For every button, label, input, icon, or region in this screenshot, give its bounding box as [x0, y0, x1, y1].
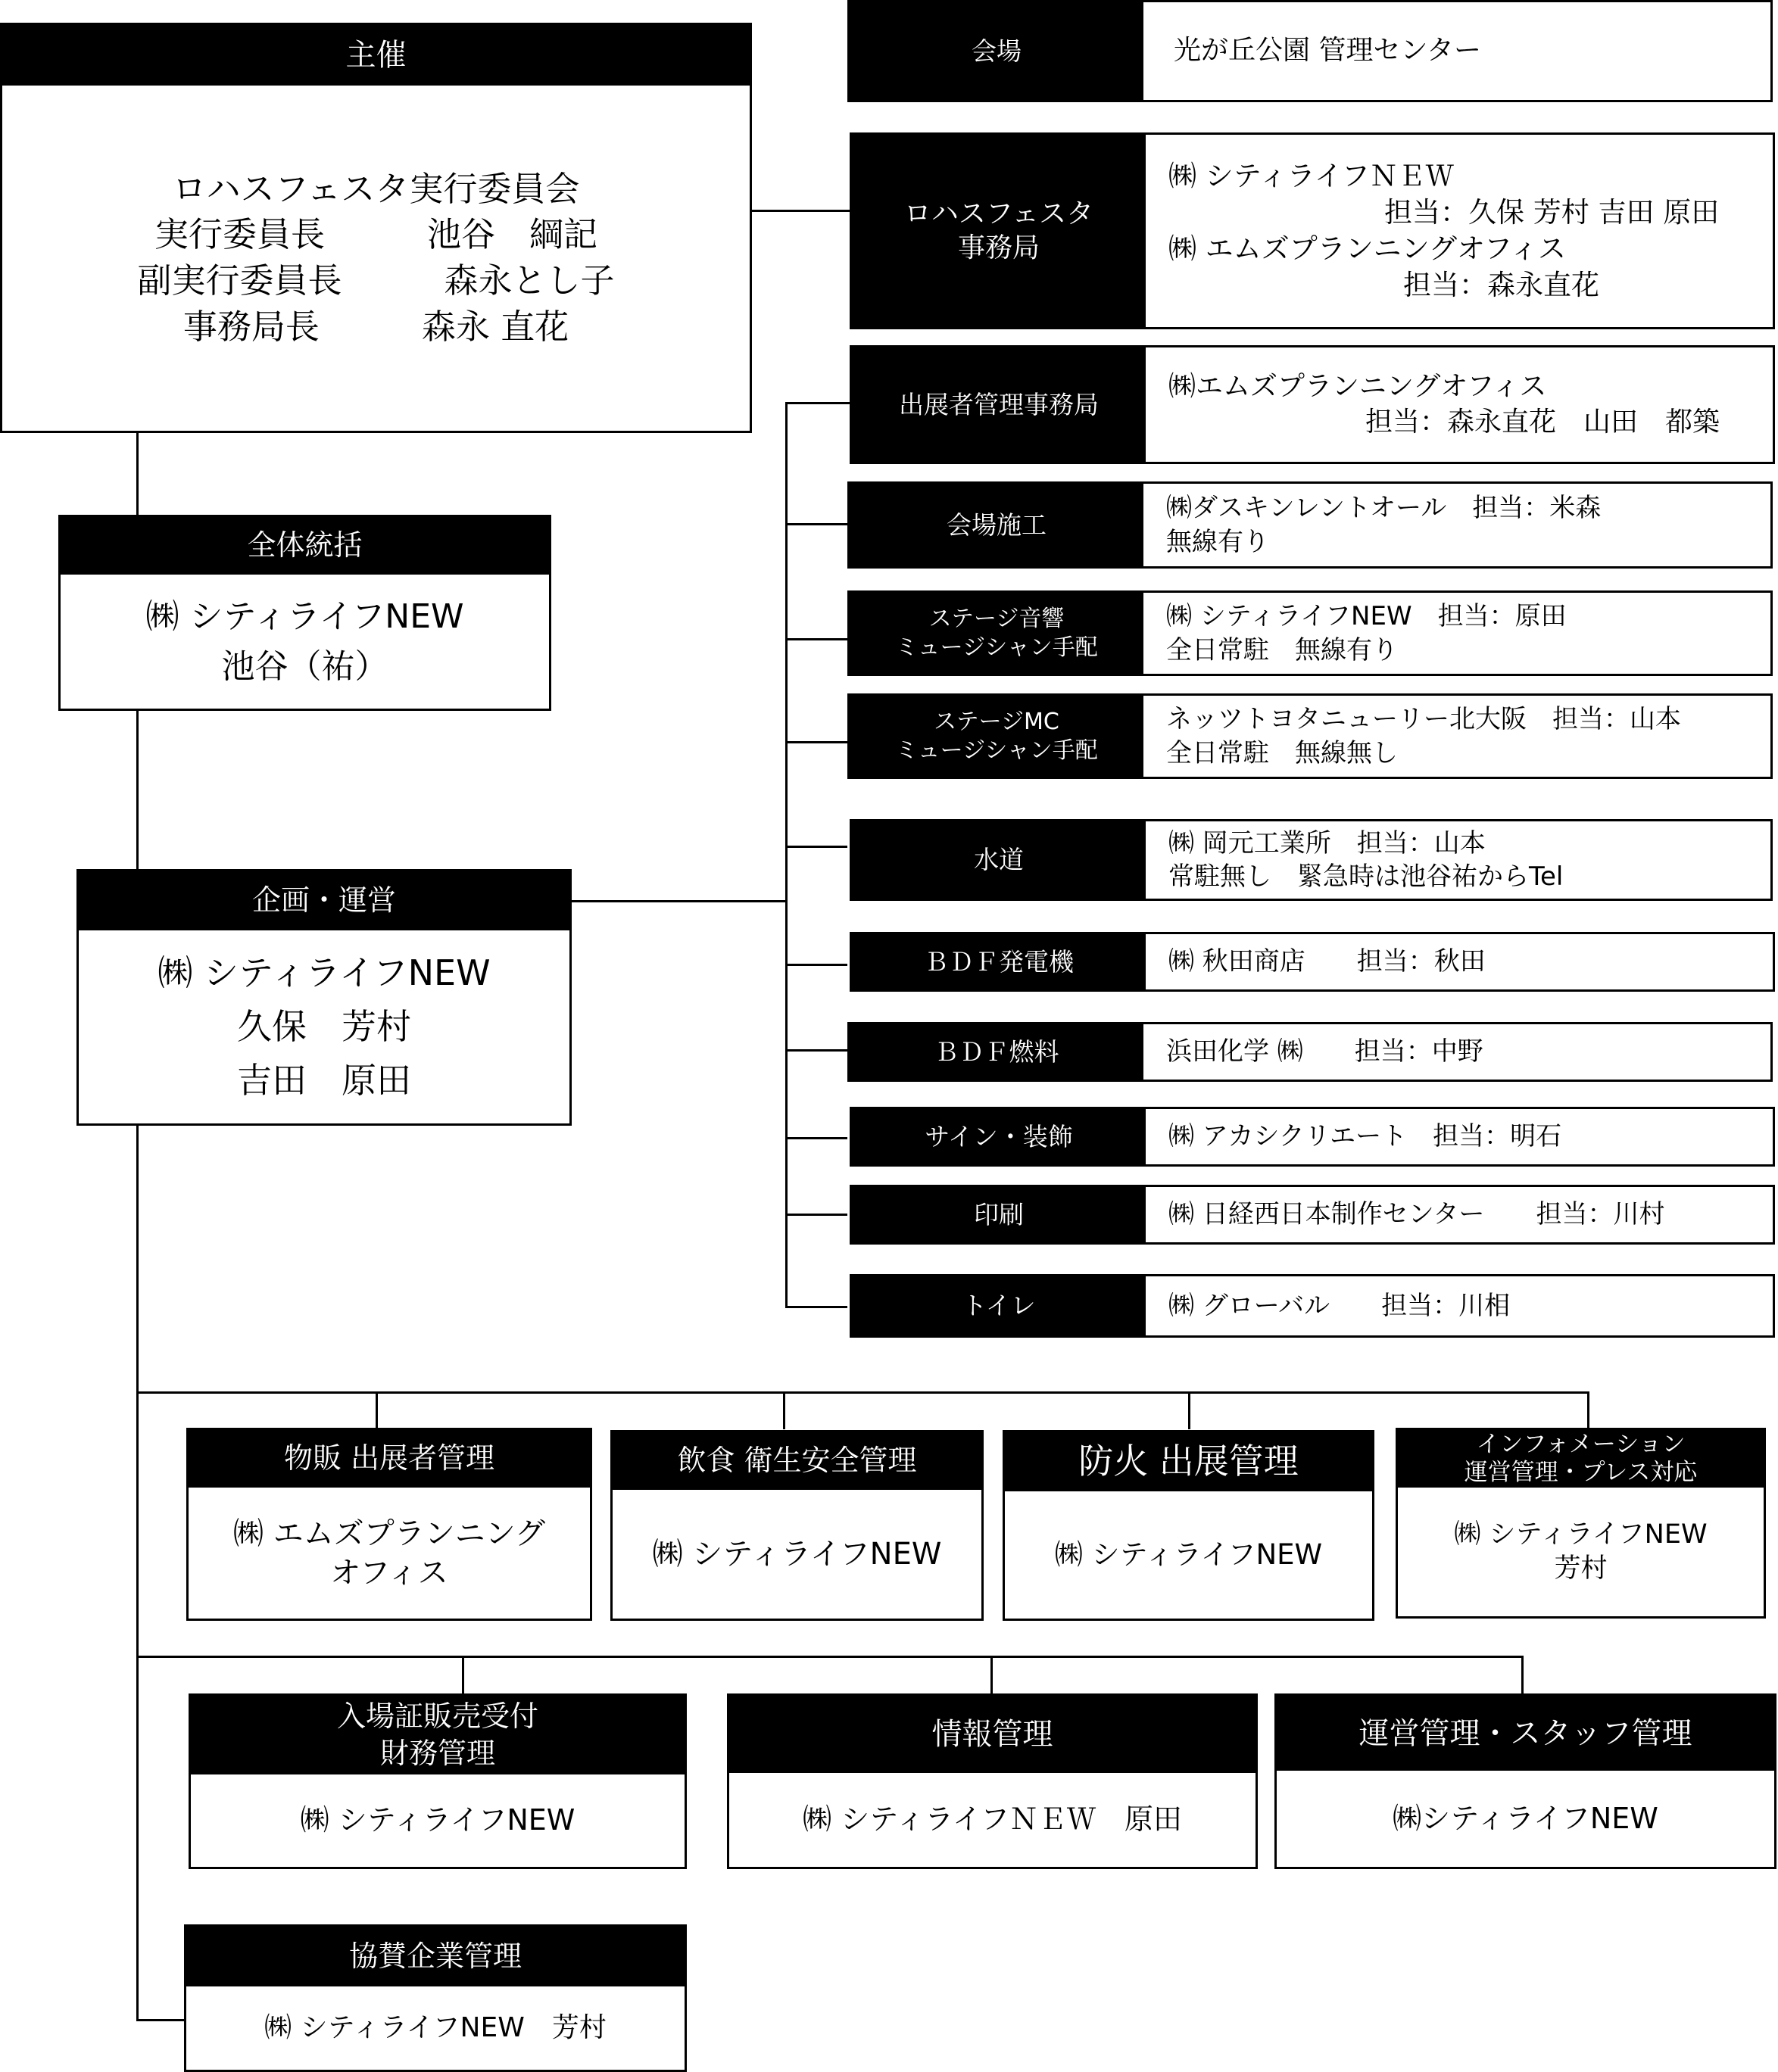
vendor-value: ㈱ 日経西日本制作センター 担当：川村 — [1168, 1199, 1665, 1230]
dept-box — [610, 1430, 984, 1621]
general-box — [58, 515, 551, 711]
dept-box — [186, 1428, 592, 1621]
dept-title: インフォメーション 運営管理・プレス対応 — [1398, 1430, 1764, 1488]
connector-line — [783, 1391, 785, 1429]
dept-title: 運営管理・スタッフ管理 — [1277, 1696, 1774, 1771]
dept-body: ㈱シティライフNEW — [1393, 1801, 1658, 1835]
vendor-row — [847, 590, 1773, 676]
dept-title: 飲食 衛生安全管理 — [613, 1432, 981, 1490]
connector-line — [990, 1656, 993, 1693]
connector-line — [136, 1656, 1524, 1658]
dept-body: ㈱ シティライフNEW — [652, 1537, 942, 1572]
sponsor-mgmt-title: 協賛企業管理 — [186, 1927, 685, 1986]
venue-label: 会場 — [850, 2, 1143, 100]
dept-title: 防火 出展管理 — [1005, 1432, 1372, 1491]
sponsor-box — [0, 23, 752, 433]
office-row — [850, 132, 1775, 329]
office-value — [1168, 135, 1765, 327]
planning-body — [79, 930, 569, 1123]
connector-line — [1587, 1391, 1589, 1429]
vendor-label: 水道 — [852, 821, 1146, 899]
dept-title: 情報管理 — [729, 1696, 1256, 1773]
connector-line — [136, 432, 139, 516]
vendor-value: ㈱ シティライフNEW 担当：原田 全日常駐 無線有り — [1166, 601, 1567, 665]
dept-body: ㈱ シティライフNEW — [1054, 1538, 1323, 1572]
planning-box — [76, 869, 572, 1126]
connector-line — [785, 1306, 847, 1308]
dept-body: ㈱ シティライフNEW — [300, 1803, 576, 1837]
connector-line — [785, 964, 847, 966]
sponsor-mgmt-box — [184, 1924, 687, 2072]
connector-line — [785, 1214, 847, 1216]
vendor-label: 印刷 — [852, 1187, 1146, 1242]
connector-line — [785, 402, 851, 404]
dept-box — [189, 1693, 687, 1869]
vendor-value: ㈱ 秋田商店 担当：秋田 — [1168, 946, 1486, 977]
vendor-row — [847, 1022, 1773, 1082]
sponsor-line: 実行委員長 池谷 綱記 — [154, 214, 597, 255]
connector-line — [785, 403, 788, 1308]
dept-box — [727, 1693, 1258, 1869]
connector-line — [785, 638, 847, 640]
vendor-value: ネッツトヨタニューリー北大阪 担当：山本 全日常駐 無線無し — [1166, 704, 1681, 768]
connector-line — [462, 1656, 464, 1693]
vendor-value: ㈱ダスキンレントオール 担当：米森 無線有り — [1166, 493, 1602, 557]
vendor-label: 出展者管理事務局 — [852, 347, 1146, 462]
office-label: ロハスフェスタ 事務局 — [852, 135, 1146, 327]
office-line: ㈱ エムズプランニングオフィス — [1168, 232, 1566, 265]
sponsor-mgmt-body: ㈱ シティライフNEW 芳村 — [264, 2011, 607, 2043]
connector-line — [785, 846, 847, 848]
vendor-label: 会場施工 — [850, 484, 1143, 566]
vendor-value: ㈱ 岡元工業所 担当：山本 常駐無し 緊急時は池谷祐からTel — [1168, 827, 1564, 892]
vendor-label: ＢＤＦ燃料 — [850, 1024, 1143, 1080]
vendor-row — [850, 345, 1775, 464]
vendor-value: ㈱ グローバル 担当：川相 — [1168, 1290, 1511, 1321]
connector-line — [570, 900, 787, 902]
connector-line — [785, 1049, 847, 1052]
vendor-value: 浜田化学 ㈱ 担当：中野 — [1166, 1036, 1483, 1067]
planning-line: 久保 芳村 — [237, 1005, 411, 1047]
office-line: 担当：森永直花 — [1403, 269, 1599, 302]
office-line: 担当：久保 芳村 吉田 原田 — [1384, 195, 1720, 229]
vendor-row — [850, 819, 1773, 901]
vendor-row — [847, 481, 1773, 569]
sponsor-line: 事務局長 森永 直花 — [182, 306, 569, 347]
sponsor-body — [2, 86, 750, 431]
dept-body: ㈱ シティライフNEW 芳村 — [1454, 1519, 1708, 1584]
planning-line: 吉田 原田 — [237, 1060, 411, 1101]
general-line: ㈱ シティライフNEW — [145, 597, 464, 636]
connector-line — [136, 1124, 139, 2021]
connector-line — [785, 741, 847, 743]
vendor-label: ステージMC ミュージシャン手配 — [850, 696, 1143, 777]
general-line: 池谷（祐） — [221, 647, 388, 686]
connector-line — [136, 2019, 186, 2021]
connector-line — [785, 1137, 847, 1139]
vendor-label: ＢＤＦ発電機 — [852, 934, 1146, 989]
vendor-label: サイン・装飾 — [852, 1109, 1146, 1164]
dept-body: ㈱ シティライフＮＥＷ 原田 — [803, 1802, 1182, 1837]
connector-line — [1188, 1391, 1190, 1429]
general-title: 全体統括 — [61, 517, 549, 575]
sponsor-title: 主催 — [2, 25, 750, 86]
dept-box — [1274, 1693, 1776, 1869]
office-line: ㈱ シティライフＮＥＷ — [1168, 159, 1454, 192]
vendor-row — [847, 693, 1773, 779]
vendor-row — [850, 932, 1775, 992]
vendor-row — [850, 1107, 1775, 1167]
vendor-value: ㈱エムズプランニングオフィス 担当：森永直花 山田 都築 — [1168, 370, 1720, 438]
dept-body: ㈱ エムズプランニング オフィス — [233, 1516, 545, 1591]
sponsor-line: ロハスフェスタ実行委員会 — [172, 168, 580, 209]
venue-value: 光が丘公園 管理センター — [1174, 35, 1482, 67]
planning-line: ㈱ シティライフNEW — [158, 952, 491, 993]
vendor-row — [850, 1274, 1775, 1338]
vendor-value: ㈱ アカシクリエート 担当：明石 — [1168, 1121, 1562, 1152]
general-body — [61, 575, 549, 709]
connector-line — [750, 210, 851, 212]
vendor-row — [850, 1185, 1775, 1245]
vendor-label: ステージ音響 ミュージシャン手配 — [850, 593, 1143, 674]
sponsor-line: 副実行委員長 森永とし子 — [137, 260, 615, 301]
dept-title: 入場証販売受付 財務管理 — [191, 1696, 685, 1774]
connector-line — [785, 523, 847, 525]
connector-line — [136, 709, 139, 871]
venue-row — [847, 0, 1773, 102]
planning-title: 企画・運営 — [79, 871, 569, 930]
connector-line — [376, 1391, 378, 1429]
dept-title: 物販 出展者管理 — [189, 1430, 590, 1488]
vendor-label: トイレ — [852, 1276, 1146, 1335]
connector-line — [1521, 1656, 1524, 1693]
dept-box — [1003, 1430, 1374, 1621]
connector-line — [136, 1391, 1589, 1394]
dept-box — [1396, 1428, 1766, 1619]
